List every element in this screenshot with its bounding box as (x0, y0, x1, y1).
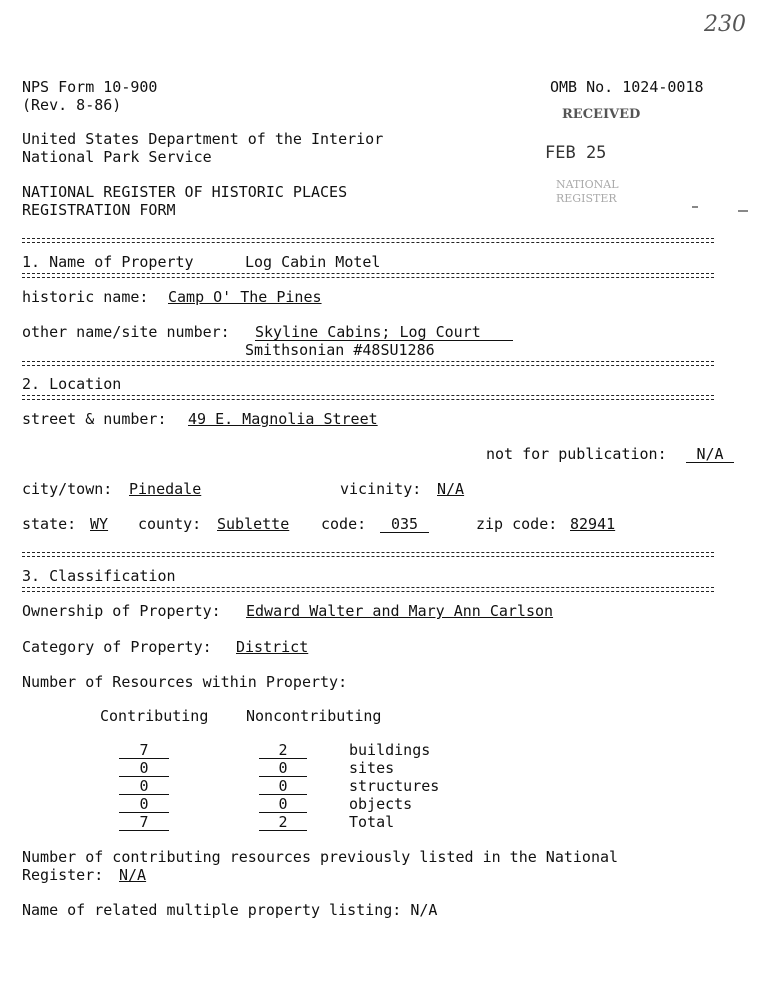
received-stamp: RECEIVED (562, 107, 641, 122)
section-divider (22, 552, 714, 558)
department-name: United States Department of the Interior (22, 130, 384, 148)
section-divider (22, 361, 714, 367)
ownership-value: Edward Walter and Mary Ann Carlson (246, 602, 554, 620)
section2-heading: 2. Location (22, 375, 122, 393)
state-value: WY (90, 515, 109, 533)
code-value: 035 (380, 515, 429, 533)
noncontributing-header: Noncontributing (246, 707, 382, 725)
contributing-count-total: 7 (119, 813, 169, 831)
form-id: NPS Form 10-900 (22, 78, 158, 96)
resource-type-buildings: buildings (349, 741, 431, 759)
county-value: Sublette (217, 515, 290, 533)
historic-name-label: historic name: (22, 288, 149, 306)
street-value: 49 E. Magnolia Street (188, 410, 378, 428)
stamp-national: NATIONAL (556, 178, 619, 191)
city-label: city/town: (22, 480, 113, 498)
previously-listed-value: N/A (119, 866, 147, 884)
contributing-count-buildings: 7 (119, 741, 169, 759)
noncontributing-count-sites: 0 (259, 759, 307, 777)
other-name-value-2: Smithsonian #48SU1286 (245, 341, 435, 359)
contributing-count-sites: 0 (119, 759, 169, 777)
section-divider (22, 395, 714, 401)
resource-type-total: Total (349, 813, 395, 831)
category-label: Category of Property: (22, 638, 212, 656)
contributing-header: Contributing (100, 707, 209, 725)
city-underline-spacer (129, 480, 209, 498)
contributing-count-structures: 0 (119, 777, 169, 795)
not-for-publication-value: N/A (686, 445, 734, 463)
previously-listed-label: Register: (22, 866, 104, 884)
stray-mark (738, 210, 748, 212)
section3-heading: 3. Classification (22, 567, 176, 585)
zip-value: 82941 (570, 515, 616, 533)
register-title: NATIONAL REGISTER OF HISTORIC PLACES (22, 183, 348, 201)
noncontributing-count-buildings: 2 (259, 741, 307, 759)
stamp-date: FEB 25 (545, 143, 607, 163)
city-value: Pinedale (129, 480, 202, 498)
omb-number: OMB No. 1024-0018 (550, 78, 704, 96)
form-title: REGISTRATION FORM (22, 201, 176, 219)
noncontributing-count-total: 2 (259, 813, 307, 831)
street-label: street & number: (22, 410, 167, 428)
code-label: code: (321, 515, 367, 533)
section-divider (22, 587, 714, 593)
resource-type-objects: objects (349, 795, 413, 813)
other-name-value: Skyline Cabins; Log Court (255, 323, 513, 341)
form-revision: (Rev. 8-86) (22, 96, 122, 114)
noncontributing-count-objects: 0 (259, 795, 307, 813)
property-name: Log Cabin Motel (245, 253, 381, 271)
related-listing: Name of related multiple property listing: N/A (22, 901, 438, 919)
contributing-count-objects: 0 (119, 795, 169, 813)
noncontributing-count-structures: 0 (259, 777, 307, 795)
section-divider (22, 238, 714, 244)
resources-label: Number of Resources within Property: (22, 673, 348, 691)
ownership-label: Ownership of Property: (22, 602, 221, 620)
zip-label: zip code: (476, 515, 558, 533)
category-value: District (236, 638, 309, 656)
vicinity-label: vicinity: (340, 480, 422, 498)
service-name: National Park Service (22, 148, 212, 166)
section-divider (22, 273, 714, 279)
resource-type-sites: sites (349, 759, 395, 777)
stray-mark (692, 206, 698, 208)
section1-heading: 1. Name of Property (22, 253, 194, 271)
not-for-publication-label: not for publication: (486, 445, 667, 463)
historic-name-value: Camp O' The Pines (168, 288, 322, 306)
county-label: county: (138, 515, 202, 533)
previously-listed-line1: Number of contributing resources previously listed in the National (22, 848, 619, 866)
handwritten-page-number: 230 (704, 12, 746, 37)
other-name-label: other name/site number: (22, 323, 230, 341)
state-label: state: (22, 515, 77, 533)
stamp-register: REGISTER (556, 192, 617, 205)
vicinity-value: N/A (437, 480, 465, 498)
resource-type-structures: structures (349, 777, 440, 795)
